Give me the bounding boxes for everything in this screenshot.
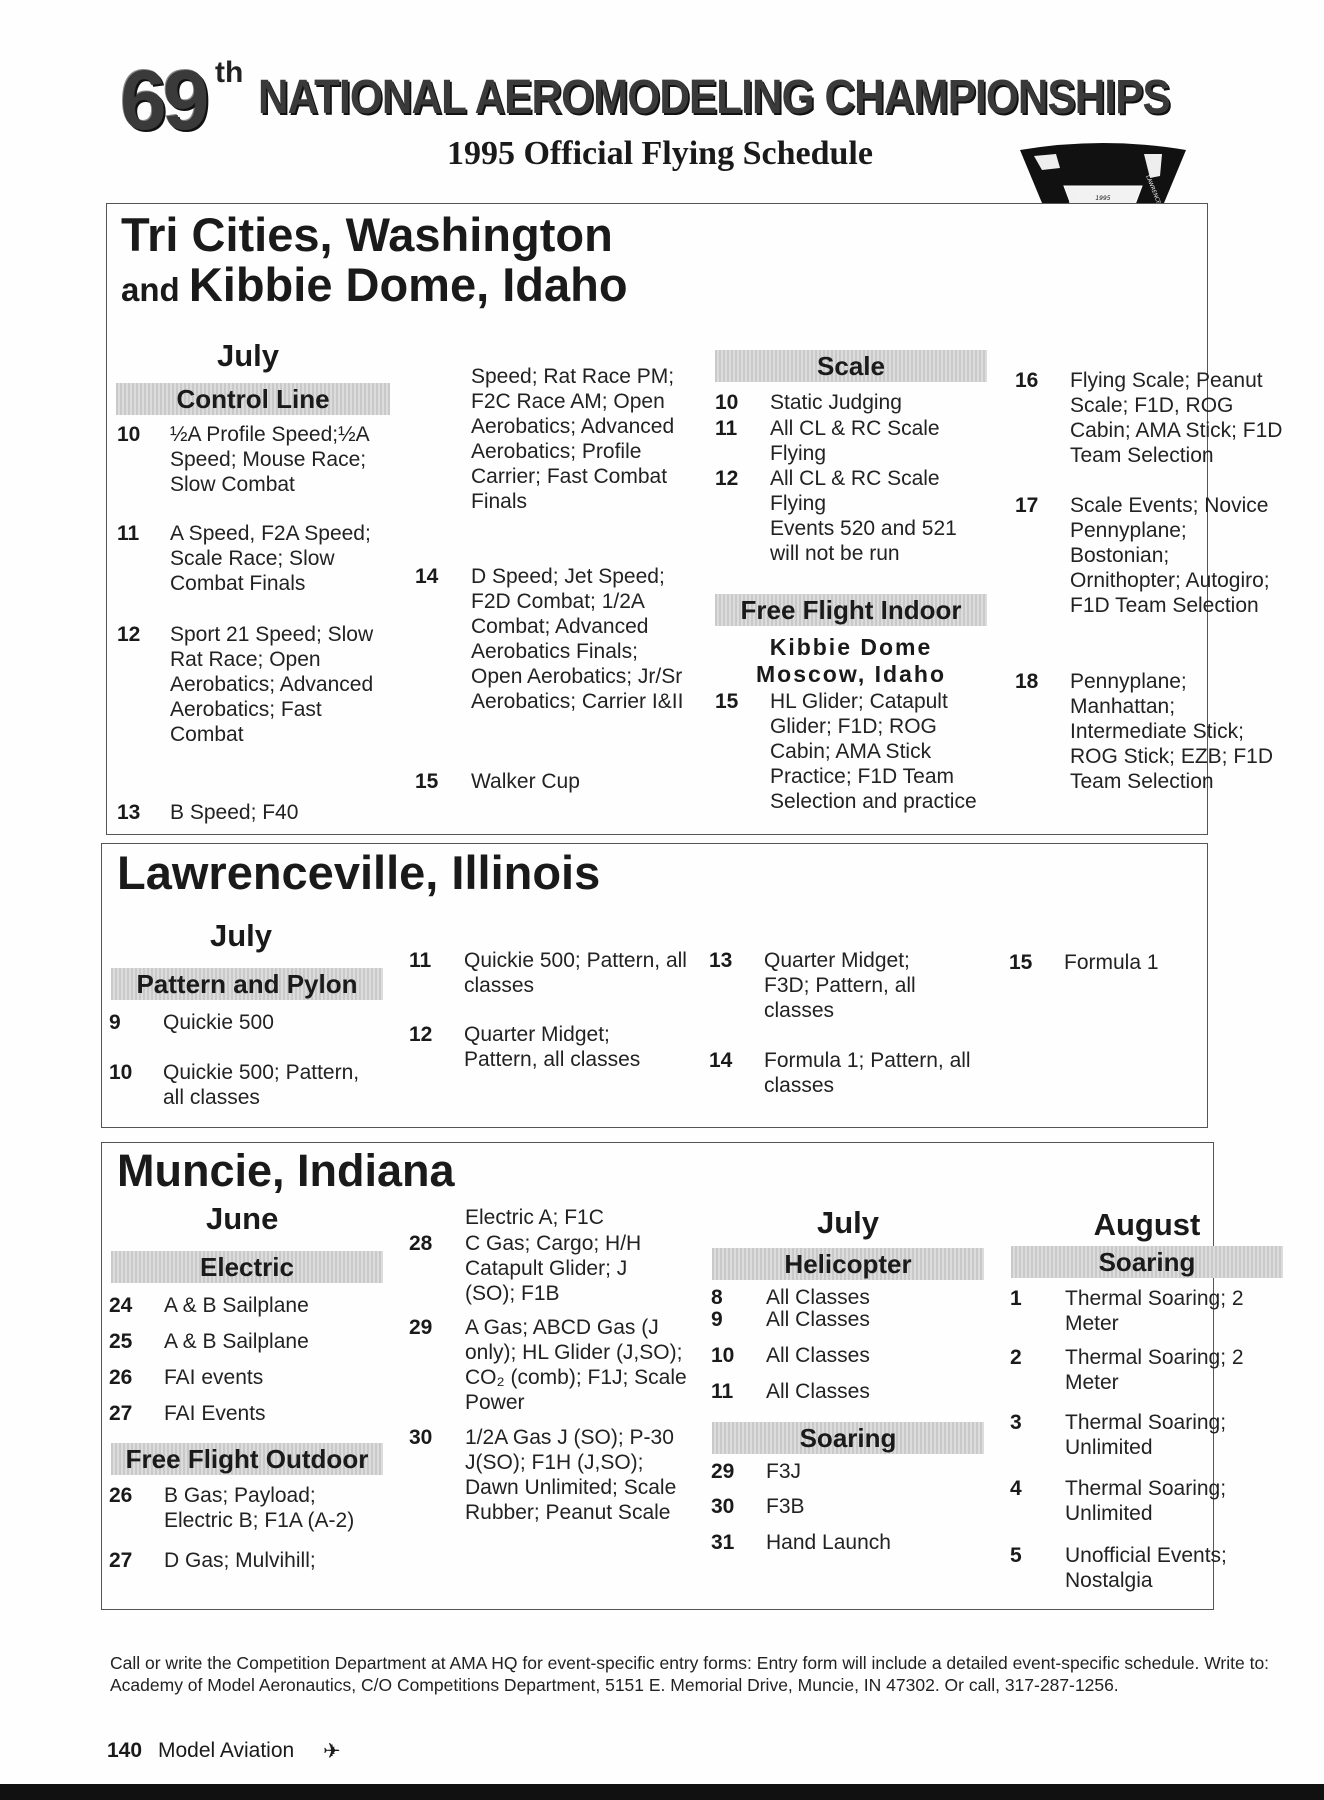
- tri-c4-text-3: Pennyplane; Manhattan; Intermediate Stick; ROG Stick; EZB; F1D Team Selection: [1070, 670, 1274, 793]
- tri-c1-text-3: Sport 21 Speed; Slow Rat Race; Open Aerobatics; Advanced Aerobatics; Fast Combat: [170, 623, 374, 746]
- law-c2-text-1: Quickie 500; Pattern, all classes: [464, 949, 687, 997]
- tri-cat-control-line: Control Line: [116, 383, 390, 415]
- tri-c2-day-1: 14: [415, 565, 439, 588]
- law-c2-day-2: 12: [409, 1023, 433, 1046]
- mun-month-august: August: [1093, 1207, 1201, 1242]
- mun-soar-text-1: F3J: [766, 1460, 802, 1483]
- law-c2-day-1: 11: [409, 949, 432, 972]
- mun-heli-day-3: 10: [711, 1344, 735, 1367]
- tri-c3-day-4: 15: [715, 690, 739, 713]
- header-number: 69: [120, 53, 206, 147]
- footer-note: Call or write the Competition Department at AMA HQ for event-specific entry forms: Entry form will include a detailed event-specific schedule. Write to: Academy of Model Aeronautics, C/O Competitions Department, 5151 E. Memorial Drive, Muncie, IN 47302. Or call, 317-287-1256.: [110, 1653, 1270, 1695]
- mun-elec-day-1: 24: [109, 1294, 133, 1317]
- tri-c4-day-3: 18: [1015, 670, 1039, 693]
- mun-aug-text-4: Thermal Soaring; Unlimited: [1065, 1477, 1227, 1525]
- tri-title-line1: Tri Cities, Washington: [121, 208, 613, 261]
- law-title: Lawrenceville, Illinois: [117, 846, 601, 899]
- mun-c2-text-3: 1/2A Gas J (SO); P-30 J(SO); F1H (J,SO); Dawn Unlimited; Scale Rubber; Peanut Scale: [465, 1426, 677, 1524]
- mun-cat-electric: Electric: [111, 1251, 383, 1283]
- mun-elec-text-3: FAI events: [164, 1366, 264, 1389]
- mun-c2-text-1: C Gas; Cargo; H/H Catapult Glider; J (SO); F1B: [465, 1232, 642, 1305]
- tri-month: July: [217, 338, 280, 373]
- mun-aug-day-3: 3: [1010, 1411, 1022, 1434]
- section-lawrenceville: [101, 843, 1208, 1128]
- tri-c4-text-1: Flying Scale; Peanut Scale; F1D, ROG Cabin; AMA Stick; F1D Team Selection: [1070, 369, 1283, 467]
- tri-c2-text-2: Walker Cup: [471, 770, 580, 793]
- tri-c3-day-2: 11: [715, 417, 738, 440]
- tri-c2-day-2: 15: [415, 770, 439, 793]
- header-title: NATIONAL AEROMODELING CHAMPIONSHIPS: [258, 71, 1170, 124]
- mun-ff-text-2: D Gas; Mulvihill;: [164, 1549, 316, 1572]
- law-c1-text-2: Quickie 500; Pattern, all classes: [163, 1061, 360, 1109]
- law-c1-text-1: Quickie 500: [163, 1011, 274, 1034]
- logo-text-1: 1995: [1095, 195, 1111, 202]
- tri-c3-text-4: HL Glider; Catapult Glider; F1D; ROG Cabin; AMA Stick Practice; F1D Team Selection and practice: [770, 690, 977, 813]
- tri-c1-text-2: A Speed, F2A Speed; Scale Race; Slow Combat Finals: [170, 522, 371, 595]
- tri-cat-ff-indoor: Free Flight Indoor: [715, 594, 987, 626]
- mun-aug-day-2: 2: [1010, 1346, 1022, 1369]
- mun-heli-text-1: All Classes: [766, 1286, 870, 1309]
- tri-c2-continued: Speed; Rat Race PM; F2C Race AM; Open Aerobatics; Advanced Aerobatics; Profile Carrier; Fast Combat Finals: [471, 365, 675, 513]
- mun-soar-day-1: 29: [711, 1460, 735, 1483]
- mun-aug-text-2: Thermal Soaring; 2 Meter: [1065, 1346, 1244, 1394]
- tri-c1-day-3: 12: [117, 623, 141, 646]
- mun-elec-day-2: 25: [109, 1330, 133, 1353]
- mun-c2-text-2: A Gas; ABCD Gas (J only); HL Glider (J,SO); CO₂ (comb); F1J; Scale Power: [465, 1316, 687, 1414]
- page-number: 140: [107, 1739, 143, 1762]
- mun-month-july: July: [816, 1205, 880, 1240]
- law-month: July: [210, 918, 273, 953]
- mun-ff-day-1: 26: [109, 1484, 133, 1507]
- mun-soar-day-2: 30: [711, 1495, 735, 1518]
- tri-c1-day-2: 11: [117, 522, 140, 545]
- tri-c2-text-1: D Speed; Jet Speed; F2D Combat; 1/2A Combat; Advanced Aerobatics Finals; Open Aerobatics; Jr/Sr Aerobatics; Carrier I&II: [471, 565, 684, 713]
- scan-edge: [0, 1784, 1324, 1800]
- tri-c3-day-3: 12: [715, 467, 739, 490]
- tri-c3-text-1: Static Judging: [770, 391, 902, 414]
- law-c4-day-1: 15: [1009, 951, 1033, 974]
- tri-c1-day-1: 10: [117, 423, 141, 446]
- mun-aug-text-5: Unofficial Events; Nostalgia: [1065, 1544, 1227, 1592]
- mun-elec-text-2: A & B Sailplane: [164, 1330, 309, 1353]
- mun-elec-text-1: A & B Sailplane: [164, 1294, 309, 1317]
- tri-c4-day-2: 17: [1015, 494, 1039, 517]
- mun-elec-text-4: FAI Events: [164, 1402, 266, 1425]
- law-c3-text-2: Formula 1; Pattern, all classes: [764, 1049, 971, 1097]
- law-c3-text-1: Quarter Midget; F3D; Pattern, all classes: [764, 949, 916, 1022]
- section-muncie: [101, 1142, 1244, 1610]
- mun-aug-day-5: 5: [1010, 1544, 1022, 1567]
- magazine-name: Model Aviation: [158, 1739, 295, 1762]
- mun-soar-day-3: 31: [711, 1531, 735, 1554]
- law-c4-text-1: Formula 1: [1064, 951, 1159, 974]
- mun-month-june: June: [206, 1201, 279, 1236]
- header-number-suffix: th: [215, 56, 244, 89]
- mun-c2-day-2: 29: [409, 1316, 433, 1339]
- tri-cat-scale: Scale: [715, 350, 987, 382]
- mun-elec-day-3: 26: [109, 1366, 133, 1389]
- header-subtitle: 1995 Official Flying Schedule: [447, 135, 873, 172]
- tri-title-line2: [121, 260, 628, 309]
- mun-c2-continued: Electric A; F1C: [465, 1206, 604, 1229]
- tri-c4-day-1: 16: [1015, 369, 1039, 392]
- tri-c1-text-1: ½A Profile Speed;½A Speed; Mouse Race; Slow Combat: [170, 423, 369, 496]
- mun-title: Muncie, Indiana: [117, 1145, 455, 1196]
- mun-elec-day-4: 27: [109, 1402, 133, 1425]
- mun-heli-text-4: All Classes: [766, 1380, 870, 1403]
- mun-cat-ff-outdoor: Free Flight Outdoor: [111, 1443, 383, 1475]
- mun-heli-text-2: All Classes: [766, 1308, 870, 1331]
- mun-aug-day-1: 1: [1010, 1287, 1022, 1310]
- tri-c3-note: Events 520 and 521 will not be run: [770, 517, 957, 565]
- mun-cat-helicopter: Helicopter: [712, 1248, 984, 1280]
- tri-title-main: Kibbie Dome, Idaho: [188, 258, 628, 311]
- mun-heli-text-3: All Classes: [766, 1344, 870, 1367]
- law-c1-day-2: 10: [109, 1061, 133, 1084]
- tri-c3-text-3: All CL & RC Scale Flying: [770, 467, 940, 515]
- law-cat-pattern-pylon: Pattern and Pylon: [111, 968, 383, 1000]
- tri-location-line1: Kibbie Dome: [769, 634, 933, 660]
- mun-heli-day-4: 11: [711, 1380, 734, 1403]
- mun-ff-text-1: B Gas; Payload; Electric B; F1A (A-2): [164, 1484, 355, 1532]
- law-c1-day-1: 9: [109, 1011, 121, 1034]
- mun-cat-soaring-august: Soaring: [1011, 1246, 1283, 1278]
- mun-heli-day-1: 8: [711, 1286, 723, 1309]
- mun-soar-text-3: Hand Launch: [766, 1531, 891, 1554]
- tri-c3-text-2: All CL & RC Scale Flying: [770, 417, 940, 465]
- tri-c1-text-4: B Speed; F40: [170, 801, 299, 824]
- section-tri-cities: [106, 203, 1283, 835]
- mun-aug-text-3: Thermal Soaring; Unlimited: [1065, 1411, 1227, 1459]
- tri-c3-day-1: 10: [715, 391, 739, 414]
- mun-ff-day-2: 27: [109, 1549, 133, 1572]
- tri-c1-day-4: 13: [117, 801, 141, 824]
- mun-aug-text-1: Thermal Soaring; 2 Meter: [1065, 1287, 1244, 1335]
- mun-cat-soaring-july: Soaring: [712, 1422, 984, 1454]
- mun-soar-text-2: F3B: [766, 1495, 805, 1518]
- mun-heli-day-2: 9: [711, 1308, 723, 1331]
- tri-location-line2: Moscow, Idaho: [756, 661, 946, 687]
- law-c3-day-1: 13: [709, 949, 733, 972]
- mun-aug-day-4: 4: [1010, 1477, 1022, 1500]
- mun-c2-day-1: 28: [409, 1232, 433, 1255]
- tri-c4-text-2: Scale Events; Novice Pennyplane; Bostonian; Ornithopter; Autogiro; F1D Team Selection: [1070, 494, 1270, 617]
- airplane-icon: ✈: [323, 1740, 341, 1763]
- law-c2-text-2: Quarter Midget; Pattern, all classes: [464, 1023, 641, 1071]
- tri-title-prefix: and: [121, 271, 189, 308]
- mun-c2-day-3: 30: [409, 1426, 433, 1449]
- law-c3-day-2: 14: [709, 1049, 733, 1072]
